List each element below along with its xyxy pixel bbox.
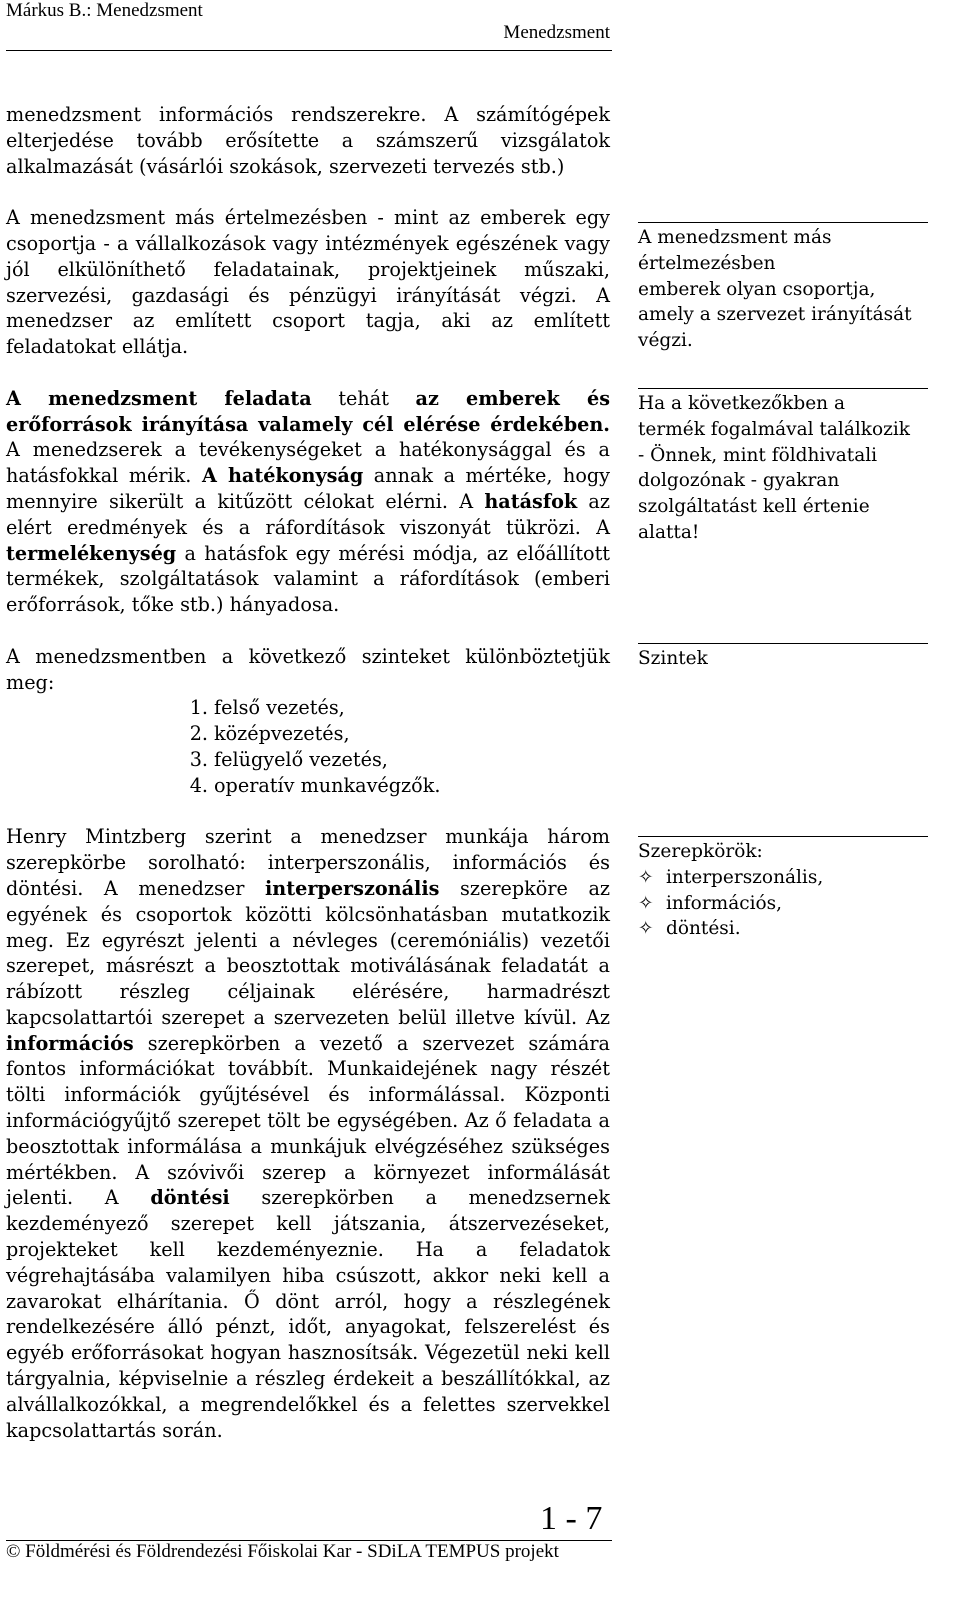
- list-text: információs,: [666, 892, 783, 914]
- list-text: középvezetés,: [214, 722, 350, 746]
- main-text-column: [6, 102, 610, 1469]
- note-line: Ha a következőkben a: [638, 393, 846, 414]
- note-line: emberek olyan csoportja,: [638, 278, 876, 300]
- list-item: [6, 695, 610, 721]
- list-text: felügyelő vezetés,: [214, 747, 388, 771]
- star-bullet-icon: ✧: [638, 892, 654, 914]
- note-line: alatta!: [638, 521, 700, 543]
- text-span: annak a mértéke, hogy mennyire sikerült a kitűzött célokat elérni. A: [6, 464, 610, 513]
- note-line: dolgozónak - gyakran: [638, 470, 840, 492]
- bold-term: az emberek és erőforrások irányítása valamely cél elérése érdekében.: [6, 386, 611, 436]
- list-number: 3.: [189, 747, 208, 771]
- text-span: szerepkörben a menedzsernek kezdeményező szerepet kell játszania, átszervezéseket, projekteket kell kezdeményeznie. Ha a feladatok végrehajtásába valamilyen hiba csúszott, akkor neki kell a zavarokat elhárítania. Ő dönt arról, hogy a részlegének rendelkezésére álló pénzt, időt, anyagokat, felszerelést és egyéb erőforrásokat hogyan hasznosítsák. Végezetül neki kell tárgyalnia, képviselnie a részleg érdekeit a beszállítókkal, az alvállalkozókkal, a megrendelőkkel és a felettes szervekkel kapcsolattartás során.: [6, 1186, 611, 1442]
- levels-list: [6, 695, 610, 798]
- note-line: Szintek: [638, 648, 708, 669]
- list-text: felső vezetés,: [214, 696, 345, 720]
- list-number: 2.: [189, 722, 208, 746]
- text-span: szerepkörben a vezető a szervezet számára fontos információkat továbbít. Munkaidejének nagy részét tölti információk gyűjtésével és informálással. Központi információgyűjtő szerepet tölt be egységében. Az ő feladata a beosztottak informálása a munkájuk elvégzéséhez szükséges mértékben. A szóvivői szerep a környezet informálását jelenti. A: [6, 1031, 610, 1210]
- list-item: [638, 891, 928, 917]
- note-line: értelmezésben: [638, 252, 776, 274]
- roles-list: [638, 865, 928, 942]
- text-span: a hatásfok egy mérési módja, az előállított termékek, szolgáltatások valamint a ráfordítások (emberi erőforrások, tőke stb.) hányadosa.: [6, 541, 610, 617]
- text-span: A menedzserek a tevékenységeket a hatékonysággal és a hatásfokkal mérik.: [6, 438, 610, 488]
- list-item: [638, 865, 928, 891]
- note-line: termék fogalmával találkozik: [638, 418, 910, 440]
- list-number: 1.: [189, 696, 208, 720]
- list-item: [6, 721, 610, 747]
- header-rule: [6, 50, 612, 51]
- paragraph-1: menedzsment információs rendszerekre. A számítógépek elterjedése tovább erősítette a számszerű vizsgálatok alkalmazását (vásárlói szokások, szervezeti tervezés stb.): [6, 103, 610, 178]
- paragraph-3: [6, 386, 610, 618]
- bold-term: A menedzsment feladata: [6, 386, 312, 410]
- footer-text: © Földmérési és Földrendezési Főiskolai Kar - SDiLA TEMPUS projekt: [6, 1541, 559, 1562]
- list-number: 4.: [189, 773, 208, 797]
- list-text: döntési.: [666, 918, 741, 940]
- paragraph-5: [6, 824, 610, 1443]
- bold-term: hatásfok: [484, 489, 578, 513]
- paragraph-2: A menedzsment más értelmezésben - mint az emberek egy csoportja - a vállalkozások vagy intézmények egészének vagy jól elkülöníthető feladatainak, projektjeinek műszaki, szervezési, gazdasági és pénzügyi irányítását végzi. A menedzser az említett csoport tagja, aki az említett feladatokat ellátja.: [6, 206, 610, 359]
- margin-note-definition: [638, 222, 928, 354]
- text-span: tehát: [311, 386, 416, 410]
- header-chapter-title: Menedzsment: [503, 22, 610, 43]
- text-span: szerepköre az egyének és csoportok közötti kölcsönhatásban mutatkozik meg. Ez egyrészt jelenti a névleges (ceremóniális) vezetői szerepet, másrészt a beosztottak motiválásának feladatát a rábízott részleg céljainak elérésére, harmadrészt kapcsolattartói szerepet a szervezeten belül illetve kívül. Az: [6, 876, 610, 1029]
- margin-note-levels: [638, 643, 928, 672]
- text-span: az elért eredmények és a ráfordítások viszonyát tükrözi. A: [6, 489, 610, 539]
- header-author-title: Márkus B.: Menedzsment: [6, 0, 203, 21]
- list-item: [6, 747, 610, 773]
- note-line: A menedzsment más: [638, 227, 832, 248]
- page-number: 1 - 7: [540, 1500, 603, 1537]
- margin-note-product: [638, 388, 928, 546]
- text-span: Henry Mintzberg szerint a menedzser munkája három szerepkörbe sorolható: interperszonális, információs és döntési. A menedzser: [6, 825, 610, 900]
- paragraph-4: A menedzsmentben a következő szinteket különböztetjük meg:: [6, 644, 610, 694]
- note-line: szolgáltatást kell értenie: [638, 496, 870, 518]
- list-item: [6, 773, 610, 799]
- margin-note-roles: [638, 836, 928, 942]
- list-item: [638, 916, 928, 942]
- bold-term: termelékenység: [6, 541, 177, 565]
- bold-term: A hatékonyság: [201, 464, 364, 488]
- bold-term: interperszonális: [265, 876, 440, 900]
- bold-term: információs: [6, 1031, 134, 1055]
- star-bullet-icon: ✧: [638, 866, 654, 888]
- note-line: végzi.: [638, 330, 693, 352]
- note-line: amely a szervezet irányítását: [638, 304, 912, 326]
- list-text: operatív munkavégzők.: [214, 773, 441, 797]
- bold-term: döntési: [150, 1186, 230, 1210]
- list-text: interperszonális,: [666, 866, 824, 888]
- star-bullet-icon: ✧: [638, 918, 654, 940]
- note-line: - Önnek, mint földhivatali: [638, 444, 878, 466]
- note-title: Szerepkörök:: [638, 841, 763, 862]
